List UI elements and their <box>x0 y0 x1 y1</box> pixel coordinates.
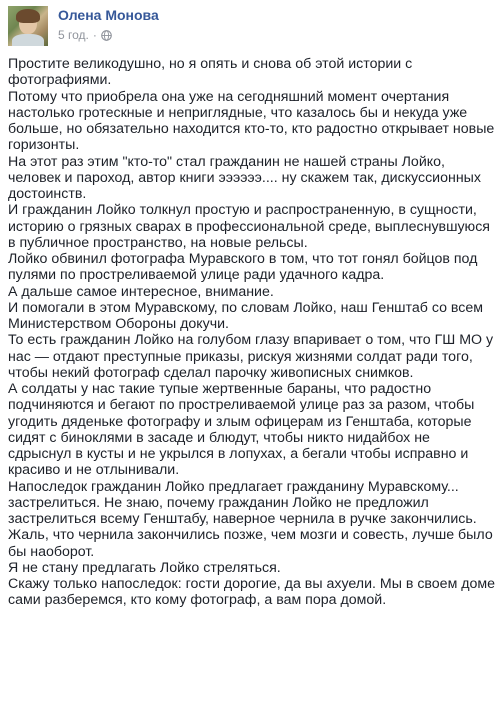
post-paragraph: Простите великодушно, но я опять и снова об этой истории с фотографиями. <box>8 56 413 89</box>
post-paragraph: А дальше самое интересное, внимание. <box>8 283 274 300</box>
post-meta <box>58 28 112 42</box>
post-paragraph: И гражданин Лойко толкнул простую и распространенную, в сущности, историю о грязных сварах в профессиональной среде, выплеснувшуюся в публичное пространство, на новые рельсы. <box>8 202 490 251</box>
post-body <box>8 56 496 609</box>
post-paragraph: Потому что приобрела она уже на сегодняшний момент очертания настолько гротескные и неприглядные, что казалось бы и некуда уже больше, но обязательно находится кто-то, кто радостно открывает новые горизонты. <box>8 88 495 154</box>
meta-separator: · <box>92 28 97 42</box>
post-header <box>8 6 492 48</box>
post-paragraph: И помогали в этом Муравскому, по словам Лойко, наш Генштаб со всем Министерством Обороны докучи. <box>8 299 484 332</box>
post-paragraph: Я не стану предлагать Лойко стреляться. <box>8 559 281 576</box>
author-name[interactable]: Олена Монова <box>58 7 159 23</box>
globe-icon[interactable] <box>101 30 112 41</box>
post-paragraph: Напоследок гражданин Лойко предлагает гражданину Муравскому... застрелиться. Не знаю, почему гражданин Лойко не предложил застрелиться всему Генштабу, наверное чернила в ручке закончились. Жаль, что чернила закончились позже, чем мозги и совесть, лучше было бы наоборот. <box>8 478 493 560</box>
post-paragraph: Лойко обвинил фотографа Муравского в том, что тот гонял бойцов под пулями по простреливаемой улице ради удачного кадра. <box>8 251 478 284</box>
post-paragraph: На этот раз этим "кто-то" стал гражданин не нашей страны Лойко, человек и пароход, автор книги ээээээ.... ну скажем так, дискуссионных достоинств. <box>8 153 481 202</box>
post-paragraph: Скажу только напоследок: гости дорогие, да вы ахуели. Мы в своем доме сами разберемся, кто кому фотограф, а вам пора домой. <box>8 576 496 609</box>
post-paragraph: А солдаты у нас такие тупые жертвенные бараны, что радостно подчиняются и бегают по простреливаемой улице раз за разом, чтобы угодить дяденьке фотографу и злым офицерам из Генштаба, которые сидят с биноклями в засаде и блюдут, чтобы никто нидайбох не сдрыснул в кусты и не укрылся в лопухах, а бегали чтобы исправно и красиво и не отлынивали. <box>8 381 475 479</box>
post-timestamp[interactable]: 5 год. <box>58 28 89 42</box>
avatar[interactable] <box>8 6 48 46</box>
post-paragraph: То есть гражданин Лойко на голубом глазу впаривает о том, что ГШ МО у нас — отдают преступные приказы, рискуя жизнями солдат ради того, чтобы некий фотограф сделал парочку живописных снимков. <box>8 332 494 381</box>
